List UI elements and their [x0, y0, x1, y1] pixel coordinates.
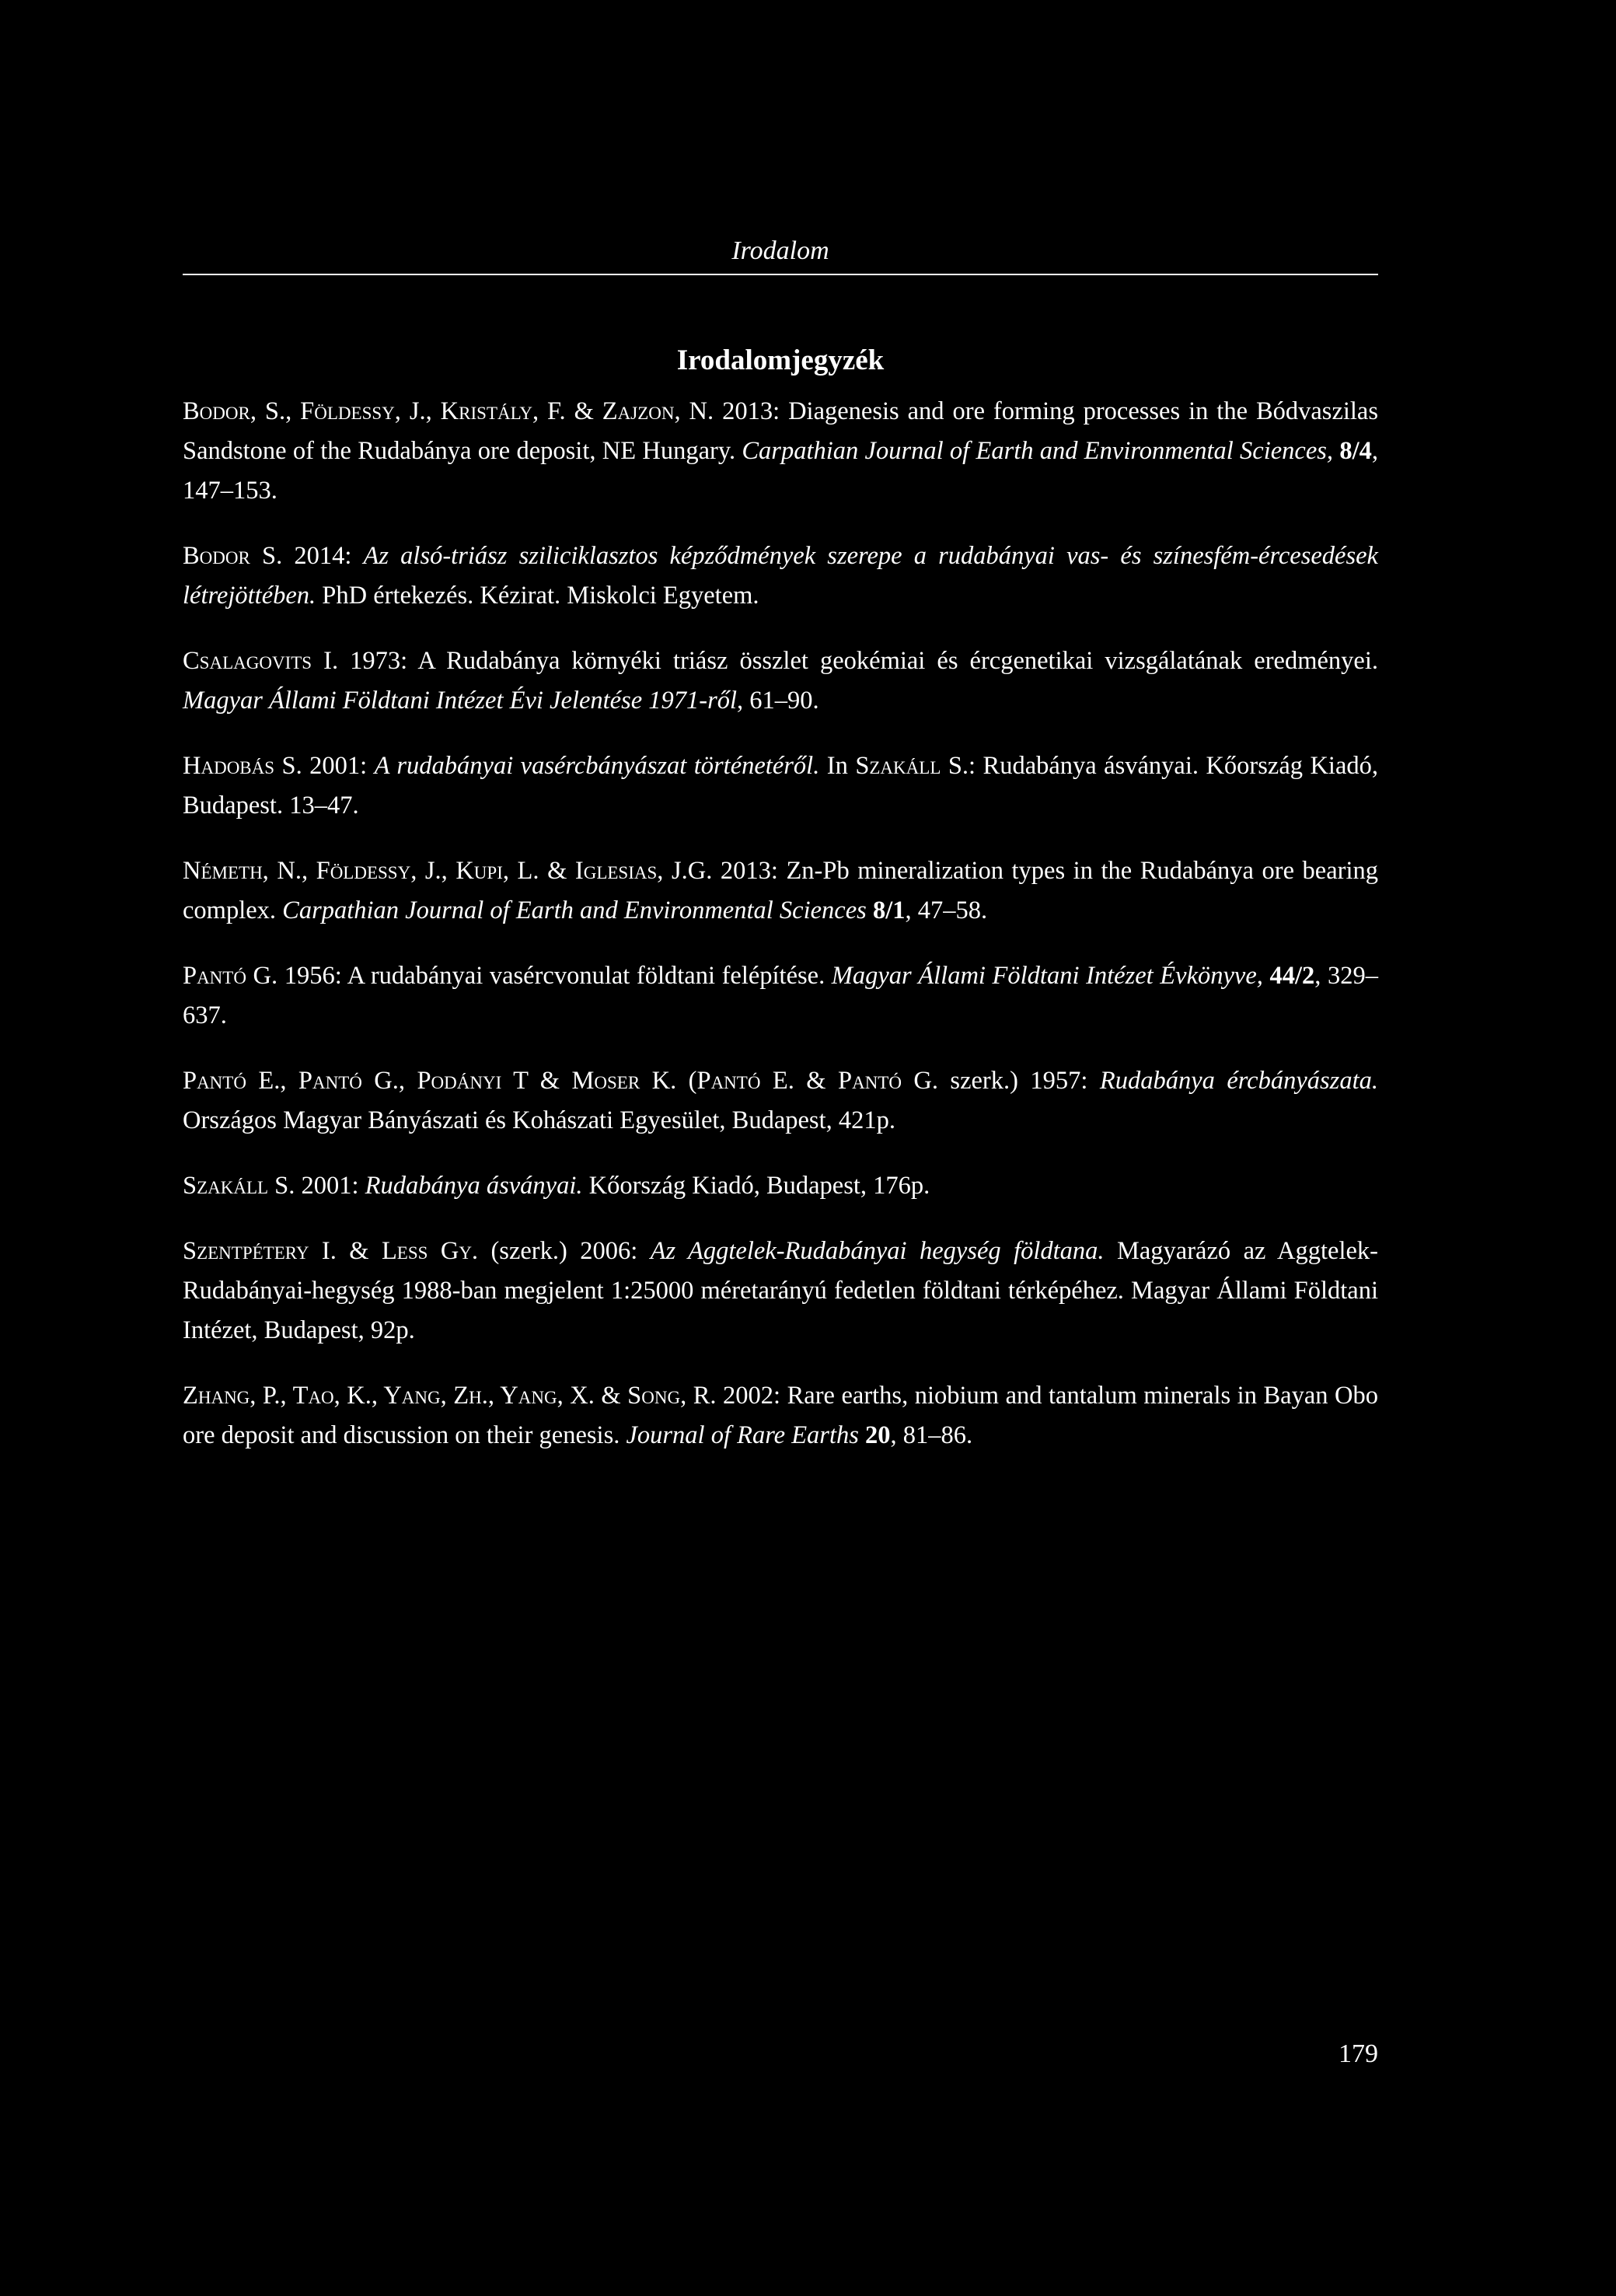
reference-item	[183, 641, 1378, 721]
reference-pages: , 147–153.	[183, 437, 1378, 505]
reference-authors: Pantó E., Pantó G., Podányi T & Moser K.	[183, 1067, 677, 1095]
reference-item	[183, 392, 1378, 511]
reference-text: Országos Magyar Bányászati és Kohászati Egyesület, Budapest, 421p.	[183, 1106, 895, 1134]
running-head: Irodalom	[731, 236, 829, 265]
reference-pages: , 81–86.	[890, 1421, 973, 1449]
reference-journal: Journal of Rare Earths	[626, 1421, 859, 1449]
reference-journal: Carpathian Journal of Earth and Environmental Sciences,	[742, 437, 1334, 465]
reference-authors: Szakáll S.	[183, 1172, 295, 1200]
reference-text: 2013: Zn-Pb mineralization types in the Rudabánya ore bearing complex.	[183, 857, 1378, 924]
reference-volume: 8/1	[866, 896, 906, 924]
reference-authors: Németh, N., Földessy, J., Kupi, L. & Iglesias, J.G.	[183, 857, 713, 885]
reference-item	[183, 746, 1378, 826]
reference-item	[183, 536, 1378, 616]
header-rule	[183, 274, 1378, 275]
reference-title: Az alsó-triász sziliciklasztos képződmények szerepe a rudabányai vas- és színesfém-ércesedések létrejöttében.	[183, 542, 1378, 610]
reference-title: Rudabánya ércbányászata.	[1099, 1067, 1378, 1095]
reference-text: (szerk.) 2006:	[478, 1237, 651, 1265]
reference-pages: , 61–90.	[737, 687, 819, 715]
reference-title: A rudabányai vasércbányászat történetéről.	[374, 752, 820, 780]
reference-editors: Pantó E. & Pantó G.	[696, 1067, 938, 1095]
reference-authors: Hadobás S.	[183, 752, 302, 780]
reference-journal: Magyar Állami Földtani Intézet Évi Jelentése 1971-ről	[183, 687, 738, 715]
reference-authors: Zhang, P., Tao, K., Yang, Zh., Yang, X. & Song, R.	[183, 1382, 717, 1410]
reference-text: &	[336, 1237, 382, 1265]
reference-title: Rudabánya ásványai.	[365, 1172, 583, 1200]
reference-authors: Bodor, S., Földessy, J., Kristály, F. & Zajzon, N.	[183, 397, 714, 425]
reference-text: 1956: A rudabányai vasércvonulat földtani felépítése.	[277, 962, 832, 990]
reference-text: In	[819, 752, 856, 780]
reference-year: 2001:	[295, 1172, 365, 1200]
reference-text: Magyarázó az Aggtelek-Rudabányai-hegység 1988-ban megjelent 1:25000 méretarányú fedetlen földtani térképéhez. Magyar Állami Földtani Intézet, Budapest, 92p.	[183, 1237, 1378, 1344]
reference-text: (	[676, 1067, 697, 1095]
reference-item	[183, 851, 1378, 931]
reference-authors: Szentpétery I.	[183, 1237, 337, 1265]
reference-text: szerk.) 1957:	[938, 1067, 1100, 1095]
reference-item	[183, 1166, 1378, 1206]
reference-item	[183, 1232, 1378, 1351]
reference-authors: Less Gy.	[381, 1237, 479, 1265]
reference-authors: Bodor S.	[183, 542, 283, 570]
reference-text: 2013: Diagenesis and ore forming processes in the Bódvaszilas Sandstone of the Rudabánya ore deposit, NE Hungary.	[183, 397, 1378, 465]
reference-editors: Szakáll S.	[855, 752, 969, 780]
reference-year: 2001:	[302, 752, 375, 780]
section-title: Irodalomjegyzék	[676, 344, 885, 376]
reference-volume: 8/4	[1333, 437, 1372, 465]
reference-item	[183, 1061, 1378, 1141]
reference-authors: Pantó G.	[183, 962, 278, 990]
reference-title: Az Aggtelek-Rudabányai hegység földtana.	[650, 1237, 1105, 1265]
reference-year: 2014:	[282, 542, 364, 570]
reference-list	[183, 392, 1378, 1481]
reference-journal: Magyar Állami Földtani Intézet Évkönyve,	[831, 962, 1263, 990]
reference-text: 2002: Rare earths, niobium and tantalum minerals in Bayan Obo ore deposit and discussion on their genesis.	[183, 1382, 1378, 1449]
reference-authors: Csalagovits I.	[183, 647, 339, 675]
reference-volume: 44/2	[1262, 962, 1315, 990]
reference-text: 1973: A Rudabánya környéki triász összlet geokémiai és ércgenetikai vizsgálatának eredményei.	[338, 647, 1378, 675]
page-number: 179	[1339, 2039, 1378, 2068]
reference-pages: , 329–637.	[183, 962, 1378, 1029]
reference-item	[183, 1376, 1378, 1456]
reference-text: : Rudabánya ásványai. Kőország Kiadó, Budapest. 13–47.	[183, 752, 1379, 820]
reference-volume: 20	[858, 1421, 891, 1449]
reference-pages: , 47–58.	[905, 896, 988, 924]
reference-text: PhD értekezés. Kézirat. Miskolci Egyetem.	[316, 582, 759, 610]
reference-text: Kőország Kiadó, Budapest, 176p.	[582, 1172, 930, 1200]
reference-item	[183, 956, 1378, 1036]
reference-journal: Carpathian Journal of Earth and Environmental Sciences	[282, 896, 867, 924]
